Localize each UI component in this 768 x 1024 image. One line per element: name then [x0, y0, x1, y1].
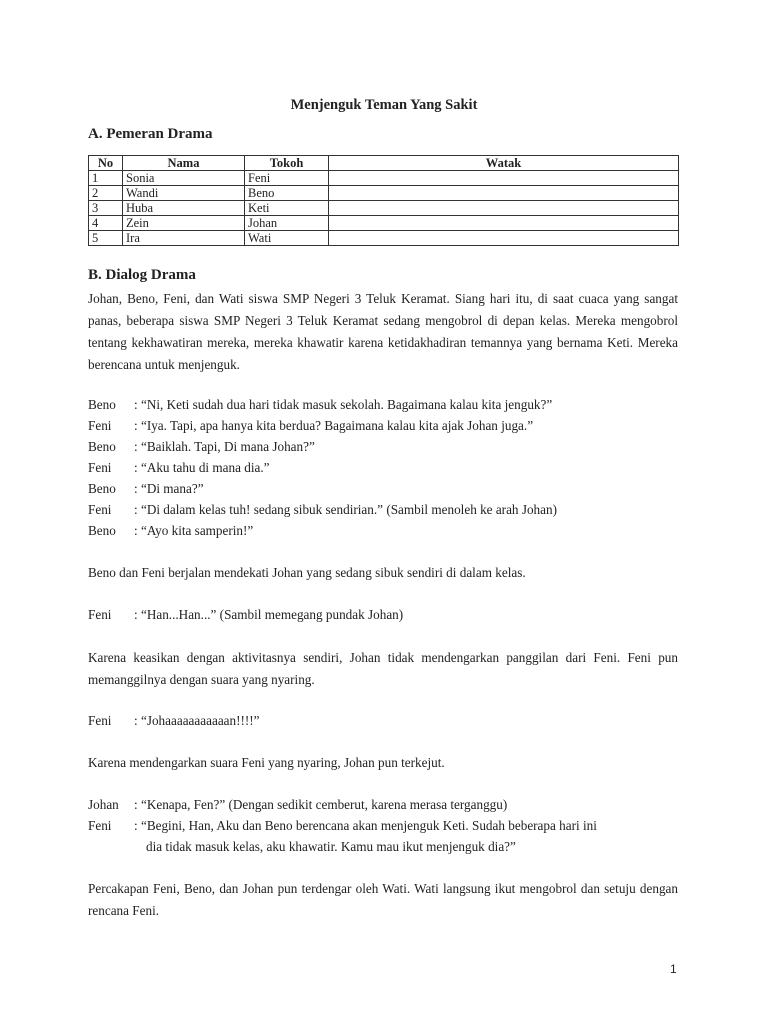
dialog-speaker: Feni — [88, 460, 112, 475]
table-row — [89, 231, 679, 246]
dialog-text: : “Baiklah. Tapi, Di mana Johan?” — [134, 439, 315, 454]
section-a-heading: A. Pemeran Drama — [88, 126, 213, 142]
cell-watak — [329, 201, 679, 216]
dialog-text: : “Begini, Han, Aku dan Beno berencana akan menjenguk Keti. Sudah beberapa hari ini — [134, 818, 597, 833]
dialog-line — [88, 416, 688, 436]
narration-paragraph: Karena keasikan dengan aktivitasnya sendiri, Johan tidak mendengarkan panggilan dari Feni. Feni pun memanggilnya dengan suara yang nyaring. — [88, 650, 678, 687]
intro-paragraph: Johan, Beno, Feni, dan Wati siswa SMP Negeri 3 Teluk Keramat. Siang hari itu, di saat cuaca yang sangat panas, beberapa siswa SMP Negeri 3 Teluk Keramat sedang mengobrol di depan kelas. Mereka mengobrol tentang kekhawatiran mereka, mereka khawatir karena ketidakhadiran temannya yang bernama Keti. Mereka berencana untuk menjenguk. — [88, 291, 678, 372]
table-header-row — [89, 156, 679, 171]
dialog-text: : “Ni, Keti sudah dua hari tidak masuk sekolah. Bagaimana kalau kita jenguk?” — [134, 397, 553, 412]
cell-tokoh: Wati — [245, 231, 329, 246]
dialog-line-continuation — [88, 837, 688, 857]
dialog-speaker: Feni — [88, 713, 112, 728]
narration-paragraph: Percakapan Feni, Beno, dan Johan pun terdengar oleh Wati. Wati langsung ikut mengobrol dan setuju dengan rencana Feni. — [88, 881, 678, 918]
cell-tokoh: Feni — [245, 171, 329, 186]
dialog-text: : “Aku tahu di mana dia.” — [134, 460, 270, 475]
dialog-line — [88, 500, 688, 520]
dialog-line — [88, 711, 688, 731]
dialog-line — [88, 395, 688, 415]
dialog-text: : “Iya. Tapi, apa hanya kita berdua? Bagaimana kalau kita ajak Johan juga.” — [134, 418, 534, 433]
cell-no: 3 — [89, 201, 123, 216]
table-header-watak: Watak — [329, 156, 679, 171]
dialog-text: dia tidak masuk kelas, aku khawatir. Kamu mau ikut menjenguk dia?” — [146, 839, 516, 854]
table-row — [89, 201, 679, 216]
dialog-speaker: Beno — [88, 481, 116, 496]
dialog-line — [88, 521, 688, 541]
cell-nama: Huba — [123, 201, 245, 216]
table-row — [89, 216, 679, 231]
cell-nama: Zein — [123, 216, 245, 231]
cell-watak — [329, 186, 679, 201]
dialog-speaker: Feni — [88, 502, 112, 517]
page-number: 1 — [670, 962, 677, 976]
table-header-nama: Nama — [123, 156, 245, 171]
cell-no: 4 — [89, 216, 123, 231]
table-header-tokoh: Tokoh — [245, 156, 329, 171]
dialog-line — [88, 458, 688, 478]
cell-tokoh: Johan — [245, 216, 329, 231]
dialog-text: : “Han...Han...” (Sambil memegang pundak Johan) — [134, 607, 404, 622]
cast-table — [88, 155, 679, 246]
cell-watak — [329, 216, 679, 231]
cell-no: 1 — [89, 171, 123, 186]
dialog-speaker: Johan — [88, 797, 119, 812]
table-row — [89, 186, 679, 201]
narration-paragraph: Beno dan Feni berjalan mendekati Johan yang sedang sibuk sendiri di dalam kelas. — [88, 565, 526, 580]
document-title: Menjenguk Teman Yang Sakit — [290, 97, 478, 113]
dialog-speaker: Beno — [88, 439, 116, 454]
dialog-speaker: Beno — [88, 523, 116, 538]
cell-watak — [329, 171, 679, 186]
narration-paragraph: Karena mendengarkan suara Feni yang nyaring, Johan pun terkejut. — [88, 755, 445, 770]
dialog-line — [88, 479, 688, 499]
dialog-text: : “Di mana?” — [134, 481, 204, 496]
section-b-heading: B. Dialog Drama — [88, 267, 196, 283]
cell-nama: Wandi — [123, 186, 245, 201]
dialog-text: : “Johaaaaaaaaaaan!!!!” — [134, 713, 260, 728]
dialog-speaker: Feni — [88, 818, 112, 833]
cell-nama: Ira — [123, 231, 245, 246]
cell-no: 5 — [89, 231, 123, 246]
dialog-line — [88, 816, 688, 836]
dialog-line — [88, 795, 688, 815]
dialog-speaker: Beno — [88, 397, 116, 412]
table-row — [89, 171, 679, 186]
cell-tokoh: Beno — [245, 186, 329, 201]
table-header-no: No — [89, 156, 123, 171]
dialog-speaker: Feni — [88, 418, 112, 433]
dialog-text: : “Di dalam kelas tuh! sedang sibuk sendirian.” (Sambil menoleh ke arah Johan) — [134, 502, 557, 517]
cell-nama: Sonia — [123, 171, 245, 186]
dialog-line — [88, 437, 688, 457]
dialog-line — [88, 605, 688, 625]
dialog-text: : “Ayo kita samperin!” — [134, 523, 254, 538]
dialog-speaker: Feni — [88, 607, 112, 622]
cell-no: 2 — [89, 186, 123, 201]
cell-watak — [329, 231, 679, 246]
dialog-text: : “Kenapa, Fen?” (Dengan sedikit cemberut, karena merasa terganggu) — [134, 797, 508, 812]
cell-tokoh: Keti — [245, 201, 329, 216]
